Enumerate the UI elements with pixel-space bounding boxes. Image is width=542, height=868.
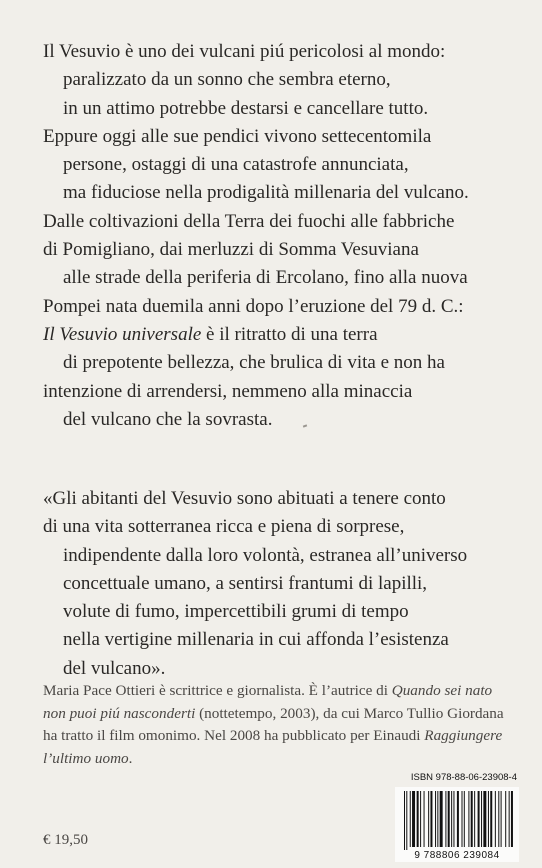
barcode-bar [428, 791, 429, 847]
quote-line: di una vita sotterranea ricca e piena di sorprese, [43, 516, 405, 538]
blurb-line: Il Vesuvio è uno dei vulcani piú pericolosi al mondo: [43, 41, 446, 62]
barcode-bar [453, 791, 454, 847]
quote-line: nella vertigine millenaria in cui affonda l’esistenza [63, 629, 449, 651]
barcode-bar [412, 791, 415, 847]
blurb-text [43, 38, 513, 434]
barcode-bar [451, 791, 452, 847]
book-title: Quando sei nato non puoi piú nasconderti [43, 682, 493, 722]
barcode-bar [406, 791, 407, 853]
barcode-bar [457, 791, 459, 847]
blurb-line: Dalle coltivazioni della Terra dei fuochi alle fabbriche [43, 210, 455, 232]
barcode-bar [505, 791, 506, 847]
barcode-digits: 9 788806 239084 [395, 850, 519, 861]
book-title: Raggiungere l’ultimo uomo [43, 727, 503, 767]
book-title: Il Vesuvio universale [43, 323, 202, 345]
blurb-line: Eppure oggi alle sue pendici vivono settecentomila [43, 125, 432, 147]
barcode-bar [474, 791, 475, 847]
blurb-line: ma fiduciose nella prodigalità millenaria del vulcano. [63, 182, 469, 204]
barcode-bar [471, 791, 473, 847]
barcode-bar [410, 791, 411, 847]
barcode-bar [511, 791, 513, 847]
barcode-bar [417, 791, 419, 847]
quote-line: «Gli abitanti del Vesuvio sono abituati a tenere conto [43, 488, 446, 509]
barcode-bar [464, 791, 465, 847]
blurb-line: di prepotente bellezza, che brulica di vita e non ha [63, 352, 445, 374]
price-label: € 19,50 [43, 832, 88, 848]
barcode-bar [448, 791, 450, 847]
isbn-label: ISBN 978-88-06-23908-4 [410, 772, 517, 783]
barcode-bar [488, 791, 489, 847]
barcode-bar [483, 791, 486, 847]
blurb-line: persone, ostaggi di una catastrofe annunciata, [63, 154, 409, 176]
barcode-bar [495, 791, 496, 847]
blurb-line: Pompei nata duemila anni dopo l’eruzione del 79 d. C.: [43, 295, 464, 317]
barcode-bar [481, 791, 482, 847]
barcode-bar [437, 791, 438, 847]
author-bio: Maria Pace Ottieri è scrittrice e giornalista. È l’autrice di Quando sei nato non puoi piú nasconderti (nottetempo, 2003), da cui Marco Tullio Giordana ha tratto il film omonimo. Nel 2008 ha pubblicato per Einaudi Raggiungere l’ultimo uomo. [43, 682, 504, 767]
barcode-bar [404, 791, 405, 853]
barcode-bar [468, 791, 469, 847]
quote-text [43, 485, 513, 683]
barcode-bar [424, 791, 425, 847]
barcode [395, 787, 519, 862]
barcode-bar [440, 791, 443, 847]
quote-line: del vulcano». [63, 657, 166, 679]
blurb-line: intenzione di arrendersi, nemmeno alla minaccia [43, 380, 413, 402]
blurb-line: in un attimo potrebbe destarsi e cancellare tutto. [63, 97, 429, 119]
blurb-line [43, 321, 513, 349]
quote-line: volute di fumo, impercettibili grumi di tempo [63, 601, 409, 623]
barcode-bar [501, 791, 502, 847]
barcode-bar [462, 791, 463, 847]
barcode-bar [478, 791, 480, 847]
barcode-bar [490, 791, 492, 847]
quote-line: concettuale umano, a sentirsi frantumi di lapilli, [63, 572, 428, 594]
blurb-fragment: è il ritratto di una terra [201, 323, 378, 345]
barcode-bar [420, 791, 421, 847]
blurb-line: del vulcano che la sovrasta. [63, 408, 273, 430]
quote-line: indipendente dalla loro volontà, estranea all’universo [63, 544, 468, 566]
barcode-bar [445, 791, 446, 847]
blurb-line: paralizzato da un sonno che sembra eterno, [63, 69, 391, 91]
barcode-bar [509, 791, 510, 847]
blurb-line: di Pomigliano, dai merluzzi di Somma Vesuviana [43, 239, 419, 261]
barcode-bar [498, 791, 499, 847]
blurb-line: alle strade della periferia di Ercolano, fino alla nuova [63, 267, 468, 289]
barcode-bar [435, 791, 436, 847]
barcode-bar [430, 791, 432, 847]
